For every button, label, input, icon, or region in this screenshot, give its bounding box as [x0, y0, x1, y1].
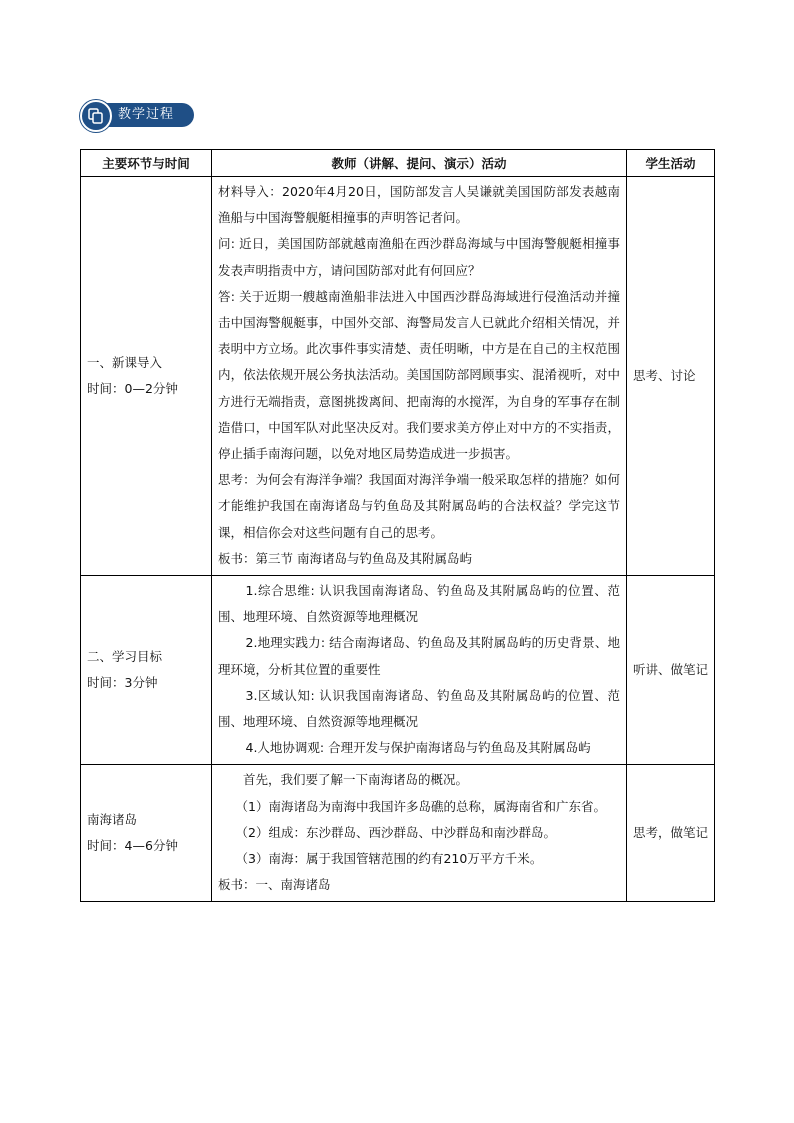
section-header-teaching-process: [80, 100, 198, 128]
teacher-paragraph: 4.人地协调观: 合理开发与保护南海诸岛与钓鱼岛及其附属岛屿: [245, 740, 591, 756]
teacher-paragraph: 2.地理实践力: 结合南海诸岛、钓鱼岛及其附属岛屿的历史背景、地理环境，分析其位置的重要性: [218, 635, 620, 677]
stage-title: 二、学习目标: [87, 649, 163, 665]
teacher-paragraph: （3）南海：属于我国管辖范围的约有210万平方千米。: [235, 851, 543, 867]
header-stage: 主要环节与时间: [81, 150, 212, 177]
stage-title: 南海诸岛: [87, 812, 138, 828]
student-activity-cell: 听讲、做笔记: [627, 576, 715, 765]
section-header-label: 教学过程: [118, 107, 175, 122]
teacher-paragraph: 板书：第三节 南海诸岛与钓鱼岛及其附属岛屿: [218, 550, 472, 566]
stage-title: 一、新课导入: [87, 355, 163, 371]
teacher-paragraph: 首先，我们要了解一下南海诸岛的概况。: [243, 772, 469, 788]
stage-cell: [81, 765, 212, 902]
table-row: [81, 576, 715, 765]
header-student-activity: 学生活动: [627, 150, 715, 177]
stage-cell: [81, 177, 212, 576]
teacher-paragraph: 思考：为何会有海洋争端？我国面对海洋争端一般采取怎样的措施？如何才能维护我国在南海诸岛与钓鱼岛及其附属岛屿的合法权益？学完这节课，相信你会对这些问题有自己的思考。: [218, 472, 620, 540]
teacher-paragraph: 答: 关于近期一艘越南渔船非法进入中国西沙群岛海域进行侵渔活动并撞击中国海警舰艇事，中国外交部、海警局发言人已就此介绍相关情况，并表明中方立场。此次事件事实清楚、责任明晰，中方是在自己的主权范围内，依法依规开展公务执法活动。美国国防部罔顾事实、混淆视听，对中方进行无端指责，意图挑拨离间、把南海的水搅浑，为自身的军事存在制造借口，中国军队对此坚决反对。我们要求美方停止对中方的不实指责，停止插手南海问题，以免对地区局势造成进一步损害。: [218, 288, 620, 462]
teacher-paragraph: （1）南海诸岛为南海中我国许多岛礁的总称，属海南省和广东省。: [235, 798, 606, 814]
stage-time: 时间：4—6分钟: [87, 838, 178, 854]
teacher-paragraph: 3.区域认知: 认识我国南海诸岛、钓鱼岛及其附属岛屿的位置、范围、地理环境、自然资源等地理概况: [218, 687, 620, 730]
table-row: [81, 177, 715, 576]
teacher-activity-cell: [212, 177, 627, 576]
teacher-paragraph: （2）组成：东沙群岛、西沙群岛、中沙群岛和南沙群岛。: [235, 824, 556, 840]
header-teacher-activity: 教师（讲解、提问、演示）活动: [212, 150, 627, 177]
teacher-paragraph: 问: 近日，美国国防部就越南渔船在西沙群岛海域与中国海警舰艇相撞事发表声明指责中方，请问国防部对此有何回应？: [218, 236, 620, 278]
stage-cell: [81, 576, 212, 765]
teacher-paragraph: 1.综合思维: 认识我国南海诸岛、钓鱼岛及其附属岛屿的位置、范围、地理环境、自然资源等地理概况: [218, 583, 620, 625]
teacher-paragraph: 材料导入：2020年4月20日，国防部发言人吴谦就美国国防部发表越南渔船与中国海警舰艇相撞事的声明答记者问。: [218, 184, 620, 226]
stage-time: 时间：0—2分钟: [87, 381, 178, 397]
table-header-row: [81, 150, 715, 177]
student-activity-cell: 思考，做笔记: [627, 765, 715, 902]
teacher-paragraph: 板书：一、南海诸岛: [218, 877, 331, 893]
documents-icon: [80, 100, 112, 132]
lesson-process-table: [80, 149, 715, 902]
teacher-activity-cell: [212, 576, 627, 765]
student-activity-cell: 思考、讨论: [627, 177, 715, 576]
stage-time: 时间：3分钟: [87, 675, 158, 691]
teacher-activity-cell: [212, 765, 627, 902]
table-row: [81, 765, 715, 902]
